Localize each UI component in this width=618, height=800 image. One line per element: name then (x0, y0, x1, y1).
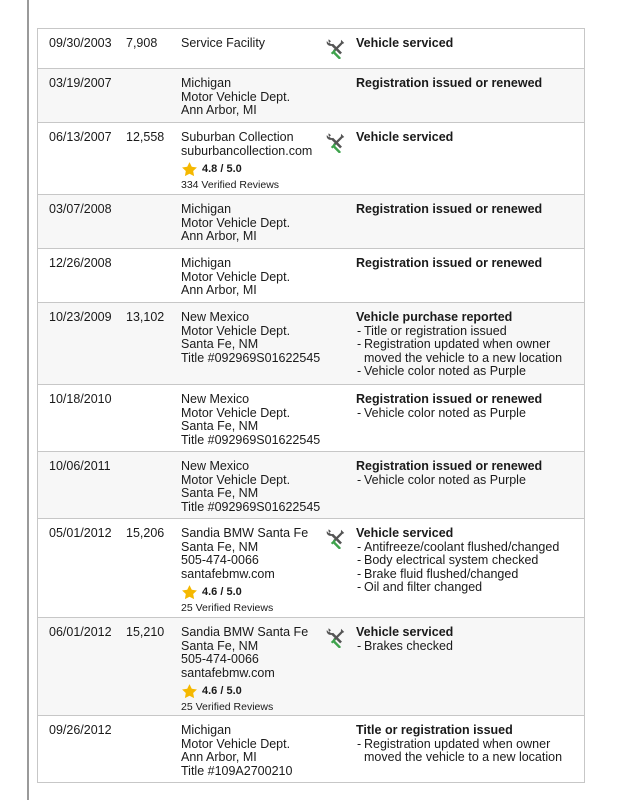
source-line: Ann Arbor, MI (181, 283, 257, 297)
record-comments (356, 37, 581, 51)
source-line: New Mexico (181, 310, 250, 324)
record-date: 10/06/2011 (49, 459, 111, 473)
comment-item: - Vehicle color noted as Purple (356, 407, 581, 421)
star-icon (181, 683, 198, 700)
star-icon (181, 161, 198, 178)
record-comments (356, 460, 581, 487)
record-date: 09/30/2003 (49, 36, 112, 50)
source-line: Sandia BMW Santa Fe (181, 526, 309, 540)
record-comments (356, 527, 581, 595)
comment-item: - Vehicle color noted as Purple (356, 474, 581, 488)
record-row (38, 69, 584, 123)
record-date: 03/07/2008 (49, 202, 112, 216)
record-source (181, 311, 331, 365)
rating-value: 4.6 / 5.0 (202, 585, 242, 598)
source-line: Title #109A2700210 (181, 763, 293, 778)
source-line: suburbancollection.com (181, 143, 313, 158)
source-line: Michigan (181, 76, 232, 90)
record-source (181, 460, 331, 514)
source-line: Title #092969S01622545 (181, 499, 321, 514)
record-mileage: 12,558 (126, 130, 165, 144)
source-line: Motor Vehicle Dept. (181, 89, 291, 104)
source-line: Ann Arbor, MI (181, 750, 257, 764)
source-line: Ann Arbor, MI (181, 229, 257, 243)
record-date: 12/26/2008 (49, 256, 112, 270)
comment-title: Registration issued or renewed (356, 76, 543, 90)
record-date: 05/01/2012 (49, 526, 112, 540)
record-comments (356, 724, 581, 765)
page-margin-rule (27, 0, 29, 800)
record-source (181, 724, 331, 778)
source-line: Motor Vehicle Dept. (181, 323, 291, 338)
record-row (38, 29, 584, 69)
verified-reviews-link[interactable]: 25 Verified Reviews (181, 701, 274, 713)
source-line: Title #092969S01622545 (181, 350, 321, 365)
wrench-screwdriver-icon (325, 131, 347, 153)
record-mileage: 15,206 (126, 526, 165, 540)
comment-title: Registration issued or renewed (356, 202, 543, 216)
record-date: 10/23/2009 (49, 310, 112, 324)
source-line: Motor Vehicle Dept. (181, 472, 291, 487)
comment-title: Vehicle serviced (356, 130, 454, 144)
source-line: 505-474-0066 (181, 652, 259, 666)
record-mileage: 15,210 (126, 625, 165, 639)
comment-title: Vehicle serviced (356, 625, 454, 639)
source-line: Ann Arbor, MI (181, 103, 257, 117)
verified-reviews-link[interactable]: 25 Verified Reviews (181, 602, 274, 614)
wrench-screwdriver-icon (325, 527, 347, 549)
source-line: Santa Fe, NM (181, 337, 259, 351)
comment-title: Registration issued or renewed (356, 392, 543, 406)
record-comments (356, 311, 581, 379)
record-source (181, 131, 331, 193)
comment-title: Vehicle serviced (356, 526, 454, 540)
comment-title: Title or registration issued (356, 723, 513, 737)
rating-value: 4.8 / 5.0 (202, 162, 242, 175)
comment-title: Registration issued or renewed (356, 256, 543, 270)
record-source (181, 527, 331, 616)
record-comments (356, 77, 581, 91)
source-line: Motor Vehicle Dept. (181, 405, 291, 420)
comment-title: Vehicle serviced (356, 36, 454, 50)
source-line: santafebmw.com (181, 566, 275, 581)
record-row (38, 452, 584, 519)
record-row (38, 385, 584, 452)
wrench-screwdriver-icon (325, 37, 347, 59)
source-line: New Mexico (181, 459, 250, 473)
source-line: Motor Vehicle Dept. (181, 269, 291, 284)
comment-title: Vehicle purchase reported (356, 310, 513, 324)
vehicle-history-table (37, 28, 585, 783)
record-source (181, 257, 331, 298)
record-comments (356, 626, 581, 653)
comment-item: - Registration updated when owner moved the vehicle to a new location (356, 738, 581, 765)
record-row (38, 618, 584, 716)
star-icon (181, 584, 198, 601)
record-source (181, 393, 331, 447)
source-rating (181, 683, 331, 700)
source-line: Santa Fe, NM (181, 638, 259, 653)
record-comments (356, 257, 581, 271)
source-rating (181, 161, 331, 178)
record-mileage: 13,102 (126, 310, 165, 324)
record-date: 10/18/2010 (49, 392, 112, 406)
record-comments (356, 393, 581, 420)
comment-item: - Oil and filter changed (356, 581, 581, 595)
comment-title: Registration issued or renewed (356, 459, 543, 473)
source-line: Suburban Collection (181, 130, 294, 144)
rating-value: 4.6 / 5.0 (202, 684, 242, 697)
record-row (38, 123, 584, 195)
record-source (181, 77, 331, 118)
record-date: 06/13/2007 (49, 130, 112, 144)
comment-item: - Brakes checked (356, 640, 581, 654)
record-comments (356, 131, 581, 145)
comment-item: - Brake fluid flushed/changed (356, 568, 581, 582)
source-line: Santa Fe, NM (181, 419, 259, 433)
comment-item: - Registration updated when owner moved the vehicle to a new location (356, 338, 581, 365)
record-source (181, 203, 331, 244)
source-line: Service Facility (181, 36, 266, 50)
record-date: 09/26/2012 (49, 723, 112, 737)
comment-item: - Vehicle color noted as Purple (356, 365, 581, 379)
source-line: Michigan (181, 202, 232, 216)
source-line: 505-474-0066 (181, 553, 259, 567)
source-line: Santa Fe, NM (181, 539, 259, 554)
source-line: New Mexico (181, 392, 250, 406)
comment-item: - Antifreeze/coolant flushed/changed (356, 541, 581, 555)
record-date: 03/19/2007 (49, 76, 112, 90)
source-line: Michigan (181, 723, 232, 737)
record-mileage: 7,908 (126, 36, 158, 50)
record-row (38, 519, 584, 618)
record-comments (356, 203, 581, 217)
source-line: Title #092969S01622545 (181, 432, 321, 447)
source-line: santafebmw.com (181, 665, 275, 680)
source-line: Motor Vehicle Dept. (181, 215, 291, 230)
record-row (38, 249, 584, 303)
record-row (38, 303, 584, 385)
source-line: Michigan (181, 256, 232, 270)
record-row (38, 195, 584, 249)
record-source (181, 626, 331, 715)
source-line: Santa Fe, NM (181, 486, 259, 500)
record-row (38, 716, 584, 783)
source-rating (181, 584, 331, 601)
comment-item: - Body electrical system checked (356, 554, 581, 568)
record-date: 06/01/2012 (49, 625, 112, 639)
source-line: Sandia BMW Santa Fe (181, 625, 309, 639)
verified-reviews-link[interactable]: 334 Verified Reviews (181, 179, 280, 191)
record-source (181, 37, 331, 51)
comment-item: - Title or registration issued (356, 325, 581, 339)
wrench-screwdriver-icon (325, 626, 347, 648)
source-line: Motor Vehicle Dept. (181, 736, 291, 751)
